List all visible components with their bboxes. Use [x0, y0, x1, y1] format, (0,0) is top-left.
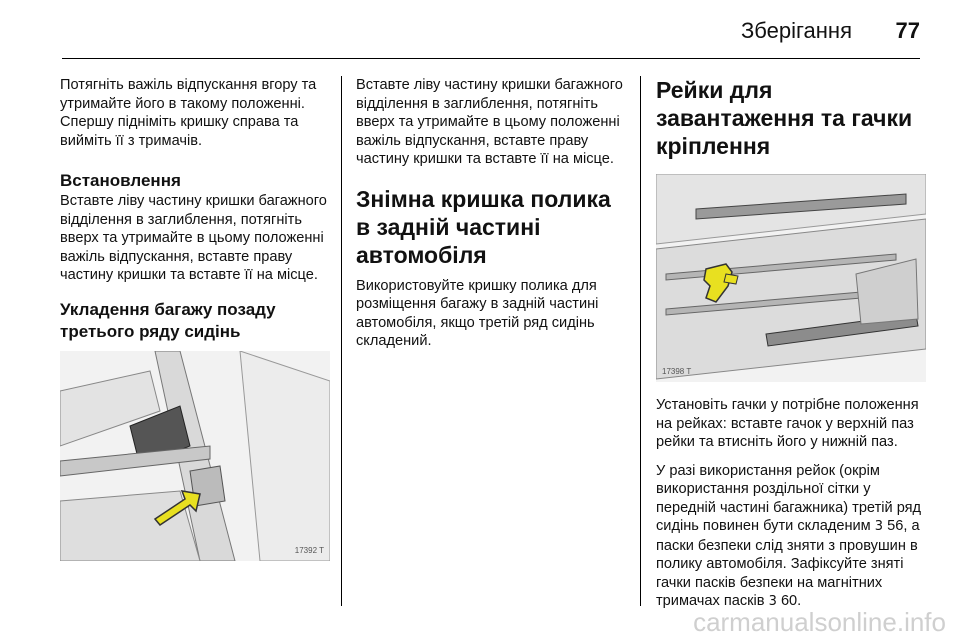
cargo-cover-illustration	[60, 351, 330, 561]
rails-heading: Рейки для завантаження та гачки кріплення	[656, 77, 913, 159]
page-number: 77	[895, 18, 920, 43]
floor-cover-heading: Знімна кришка полика в задній частині автомобіля	[356, 185, 611, 268]
rails-drawing	[656, 174, 926, 382]
install-paragraph: Вставте ліву частину кришки багажного відділення в заглиблення, потягніть вверх та утримайте в цьому положенні важіль відпускання, вставте праву частину кришки та вставте її на місце.	[60, 193, 327, 283]
install-heading: Встановлення	[60, 171, 181, 190]
intro-paragraph: Потягніть важіль відпускання вгору та утримайте його в такому положенні. Спершу підніміть кришку справа та вийміть її з тримачів.	[60, 77, 317, 149]
rails-illustration	[656, 174, 926, 382]
cargo-cover-drawing	[60, 351, 330, 561]
page-reference-icon: 3	[874, 519, 884, 534]
column-2	[356, 76, 628, 361]
floor-cover-paragraph: Використовуйте кришку полика для розміщення багажу в задній частині автомобіля, якщо третій ряд сидінь складений.	[356, 277, 599, 349]
page-title: Зберігання	[741, 18, 852, 43]
column-1	[60, 76, 332, 561]
page-header	[0, 18, 960, 48]
column-divider-1	[341, 76, 342, 606]
hooks-paragraph: Установіть гачки у потрібне положення на рейках: вставте гачок у верхній паз рейки та втисніть його у нижній паз.	[656, 397, 919, 450]
column-3	[656, 76, 928, 622]
header-divider	[62, 58, 920, 59]
page-reference-icon: 3	[768, 594, 777, 609]
figure-label: 17392 T	[294, 545, 324, 555]
col2-paragraph: Вставте ліву частину кришки багажного відділення в заглиблення, потягніть вверх та утримайте в цьому положенні важіль відпускання, вставте праву частину кришки та вставте її на місце.	[356, 77, 623, 167]
watermark: carmanualsonline.info	[693, 607, 946, 637]
figure-label: 17398 T	[662, 367, 692, 376]
column-divider-2	[640, 76, 641, 606]
rails-usage-paragraph: У разі використання рейок (окрім використання роздільної сітки у передній частині багажника) третій ряд сидінь повинен бути складеним 3 56, а паски безпеки слід зняти з провушин в полику автомобіля. Зафіксуйте зняті гачки пасків безпеки на магнітних тримачах пасків 3 60.	[656, 462, 922, 609]
stow-heading: Укладення багажу позаду третього ряду сидінь	[60, 299, 276, 341]
